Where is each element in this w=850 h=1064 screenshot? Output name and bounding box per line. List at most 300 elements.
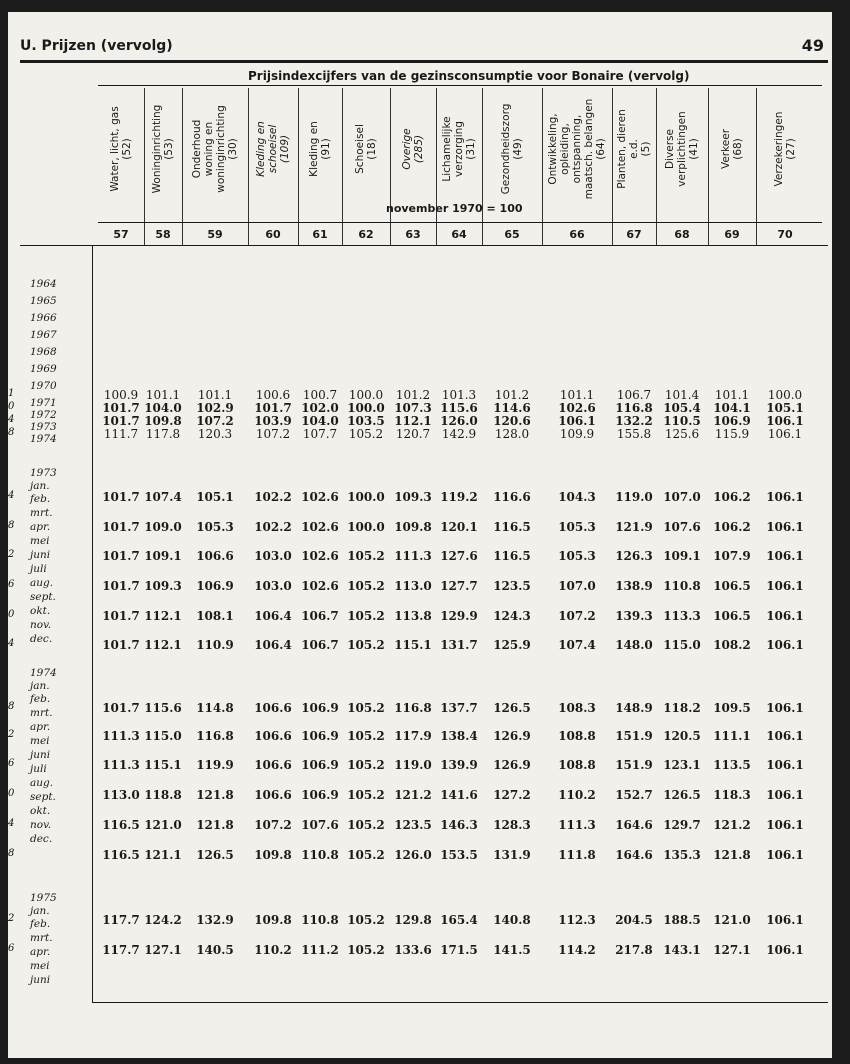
table-cell: 164.6 bbox=[615, 818, 653, 832]
table-cell: 106.2 bbox=[713, 520, 751, 534]
table-cell: 117.9 bbox=[394, 729, 432, 743]
table-cell: 106.6 bbox=[254, 701, 292, 715]
table-cell: 155.8 bbox=[616, 427, 652, 441]
table-cell: 116.8 bbox=[394, 701, 432, 715]
table-cell: 120.5 bbox=[663, 729, 701, 743]
edge-mark: 6 bbox=[8, 579, 15, 590]
table-cell: 106.1 bbox=[766, 638, 804, 652]
table-cell: 119.0 bbox=[615, 490, 653, 504]
edge-mark: 0 bbox=[8, 401, 15, 412]
numbers-rule bbox=[20, 245, 828, 246]
column-header-line: Gezondheidszorg bbox=[500, 103, 512, 195]
column-header-line: Kleding en bbox=[255, 121, 267, 177]
edge-mark: 4 bbox=[8, 490, 15, 501]
table-cell: 106.1 bbox=[766, 943, 804, 957]
row-label: 1964 bbox=[30, 278, 57, 290]
column-number: 58 bbox=[155, 228, 171, 241]
table-cell: 141.5 bbox=[493, 943, 531, 957]
table-cell: 143.1 bbox=[663, 943, 701, 957]
table-cell: 116.5 bbox=[493, 520, 531, 534]
table-cell: 111.2 bbox=[301, 943, 339, 957]
row-label: jan. bbox=[30, 480, 50, 492]
row-label: 1971 bbox=[30, 397, 57, 409]
table-cell: 105.3 bbox=[196, 520, 234, 534]
row-label: feb. bbox=[30, 693, 51, 705]
table-cell: 105.2 bbox=[347, 549, 385, 563]
table-cell: 101.7 bbox=[102, 579, 140, 593]
table-cell: 115.6 bbox=[144, 701, 182, 715]
table-cell: 106.6 bbox=[254, 729, 292, 743]
table-cell: 129.7 bbox=[663, 818, 701, 832]
edge-mark: 8 bbox=[8, 701, 15, 712]
table-cell: 117.7 bbox=[102, 943, 140, 957]
column-header bbox=[547, 78, 607, 220]
table-cell: 127.7 bbox=[440, 579, 478, 593]
table-cell: 105.1 bbox=[196, 490, 234, 504]
table-cell: 106.1 bbox=[766, 788, 804, 802]
table-cell: 113.5 bbox=[713, 758, 751, 772]
column-number: 65 bbox=[504, 228, 520, 241]
column-number: 68 bbox=[674, 228, 690, 241]
table-cell: 101.7 bbox=[102, 401, 140, 415]
table-cell: 107.3 bbox=[394, 401, 432, 415]
column-header-line: (41) bbox=[688, 138, 700, 160]
table-cell: 108.2 bbox=[713, 638, 751, 652]
table-cell: 120.6 bbox=[493, 414, 531, 428]
table-cell: 114.6 bbox=[493, 401, 531, 415]
table-cell: 111.3 bbox=[102, 758, 140, 772]
table-cell: 140.8 bbox=[493, 913, 531, 927]
table-cell: 123.5 bbox=[493, 579, 531, 593]
table-cell: 100.0 bbox=[347, 520, 385, 534]
table-cell: 109.3 bbox=[394, 490, 432, 504]
column-header-line: (64) bbox=[595, 138, 607, 160]
table-cell: 101.1 bbox=[197, 388, 233, 402]
table-cell: 127.1 bbox=[144, 943, 182, 957]
table-cell: 138.4 bbox=[440, 729, 478, 743]
table-cell: 105.2 bbox=[347, 638, 385, 652]
table-cell: 118.3 bbox=[713, 788, 751, 802]
table-cell: 121.8 bbox=[196, 788, 234, 802]
column-header-line: Schoeisel bbox=[354, 124, 366, 174]
table-cell: 112.1 bbox=[394, 414, 432, 428]
table-cell: 151.9 bbox=[615, 758, 653, 772]
column-header bbox=[612, 78, 656, 220]
table-cell: 133.6 bbox=[394, 943, 432, 957]
table-cell: 128.3 bbox=[493, 818, 531, 832]
table-cell: 123.5 bbox=[394, 818, 432, 832]
table-cell: 124.3 bbox=[493, 609, 531, 623]
table-cell: 126.9 bbox=[493, 758, 531, 772]
table-cell: 107.9 bbox=[713, 549, 751, 563]
row-label: nov. bbox=[30, 819, 52, 831]
table-cell: 115.0 bbox=[663, 638, 701, 652]
table-cell: 106.7 bbox=[301, 609, 339, 623]
table-cell: 129.8 bbox=[394, 913, 432, 927]
table-cell: 116.8 bbox=[615, 401, 653, 415]
table-cell: 139.9 bbox=[440, 758, 478, 772]
table-cell: 103.0 bbox=[254, 579, 292, 593]
table-cell: 121.9 bbox=[615, 520, 653, 534]
table-cell: 114.8 bbox=[196, 701, 234, 715]
table-cell: 106.7 bbox=[301, 638, 339, 652]
table-cell: 112.1 bbox=[144, 638, 182, 652]
table-cell: 135.3 bbox=[663, 848, 701, 862]
table-cell: 107.4 bbox=[144, 490, 182, 504]
column-number: 59 bbox=[207, 228, 223, 241]
column-header bbox=[251, 78, 295, 220]
table-cell: 127.1 bbox=[713, 943, 751, 957]
column-number: 63 bbox=[405, 228, 421, 241]
column-header-line: (31) bbox=[465, 138, 477, 160]
column-header bbox=[437, 78, 481, 220]
base-rule bbox=[98, 222, 822, 223]
table-cell: 109.8 bbox=[394, 520, 432, 534]
table-cell: 105.2 bbox=[347, 701, 385, 715]
table-cell: 105.4 bbox=[663, 401, 701, 415]
table-cell: 100.7 bbox=[302, 388, 338, 402]
table-cell: 106.1 bbox=[766, 758, 804, 772]
table-cell: 101.7 bbox=[254, 401, 292, 415]
table-cell: 107.7 bbox=[302, 427, 338, 441]
row-label: 1975 bbox=[30, 892, 57, 904]
table-cell: 108.3 bbox=[558, 701, 596, 715]
row-label: okt. bbox=[30, 805, 51, 817]
table-cell: 101.3 bbox=[441, 388, 477, 402]
table-cell: 115.1 bbox=[144, 758, 182, 772]
table-cell: 107.2 bbox=[255, 427, 291, 441]
table-cell: 105.3 bbox=[558, 520, 596, 534]
column-number: 60 bbox=[265, 228, 281, 241]
table-cell: 110.9 bbox=[196, 638, 234, 652]
table-cell: 132.9 bbox=[196, 913, 234, 927]
table-cell: 142.9 bbox=[441, 427, 477, 441]
row-label: mei bbox=[30, 960, 50, 972]
table-cell: 100.0 bbox=[347, 490, 385, 504]
row-label: juli bbox=[30, 763, 47, 775]
column-header bbox=[763, 78, 807, 220]
table-cell: 100.6 bbox=[255, 388, 291, 402]
column-header-line: Planten, dieren bbox=[616, 109, 628, 189]
table-cell: 103.0 bbox=[254, 549, 292, 563]
table-cell: 126.5 bbox=[663, 788, 701, 802]
table-cell: 101.1 bbox=[559, 388, 595, 402]
edge-mark: 4 bbox=[8, 638, 15, 649]
table-cell: 112.3 bbox=[558, 913, 596, 927]
column-header-line: (285) bbox=[413, 134, 425, 164]
table-cell: 106.1 bbox=[766, 609, 804, 623]
column-header-line: Onderhoud bbox=[191, 119, 203, 179]
table-cell: 106.6 bbox=[196, 549, 234, 563]
row-label: 1973 bbox=[30, 467, 57, 479]
row-label: juni bbox=[30, 974, 51, 986]
table-cell: 102.2 bbox=[254, 520, 292, 534]
column-number: 70 bbox=[777, 228, 793, 241]
table-cell: 105.2 bbox=[347, 943, 385, 957]
column-header-line: Water, licht, gas bbox=[109, 106, 121, 192]
column-header-line: ontspanning, bbox=[571, 114, 583, 184]
table-cell: 107.0 bbox=[558, 579, 596, 593]
row-label: dec. bbox=[30, 833, 53, 845]
row-label: mei bbox=[30, 535, 50, 547]
table-cell: 106.1 bbox=[766, 549, 804, 563]
table-cell: 105.2 bbox=[347, 818, 385, 832]
column-header-line: (30) bbox=[227, 138, 239, 160]
table-cell: 101.7 bbox=[102, 414, 140, 428]
table-cell: 188.5 bbox=[663, 913, 701, 927]
table-cell: 132.2 bbox=[615, 414, 653, 428]
table-cell: 110.8 bbox=[301, 913, 339, 927]
column-header-line: woninginrichting bbox=[215, 105, 227, 193]
table-cell: 106.1 bbox=[766, 701, 804, 715]
table-cell: 106.9 bbox=[301, 758, 339, 772]
table-cell: 151.9 bbox=[615, 729, 653, 743]
table-cell: 121.1 bbox=[144, 848, 182, 862]
column-header-line: Lichamelijke bbox=[441, 116, 453, 182]
table-cell: 118.2 bbox=[663, 701, 701, 715]
table-cell: 106.5 bbox=[713, 579, 751, 593]
table-cell: 171.5 bbox=[440, 943, 478, 957]
table-cell: 129.9 bbox=[440, 609, 478, 623]
table-cell: 102.2 bbox=[254, 490, 292, 504]
column-number: 62 bbox=[358, 228, 374, 241]
table-cell: 100.0 bbox=[767, 388, 803, 402]
table-cell: 101.7 bbox=[102, 638, 140, 652]
bottom-rule bbox=[92, 1002, 828, 1003]
row-label: 1970 bbox=[30, 380, 57, 392]
table-cell: 103.9 bbox=[254, 414, 292, 428]
column-header-line: Overige bbox=[401, 128, 413, 170]
edge-mark: 8 bbox=[8, 848, 15, 859]
table-cell: 113.0 bbox=[394, 579, 432, 593]
edge-mark: 8 bbox=[8, 520, 15, 531]
table-cell: 115.9 bbox=[714, 427, 750, 441]
row-label: 1968 bbox=[30, 346, 57, 358]
table-cell: 109.1 bbox=[663, 549, 701, 563]
row-label: 1974 bbox=[30, 433, 57, 445]
table-cell: 126.0 bbox=[394, 848, 432, 862]
table-cell: 117.7 bbox=[102, 913, 140, 927]
table-cell: 217.8 bbox=[615, 943, 653, 957]
table-cell: 115.1 bbox=[394, 638, 432, 652]
table-cell: 111.3 bbox=[394, 549, 432, 563]
column-header bbox=[710, 78, 754, 220]
table-cell: 116.8 bbox=[196, 729, 234, 743]
table-cell: 109.1 bbox=[144, 549, 182, 563]
edge-mark: 2 bbox=[8, 913, 15, 924]
column-header-line: (27) bbox=[785, 138, 797, 160]
column-header-line: verzorging bbox=[453, 121, 465, 177]
edge-mark: 6 bbox=[8, 758, 15, 769]
row-label: mrt. bbox=[30, 507, 53, 519]
row-label: apr. bbox=[30, 946, 51, 958]
column-header-line: (68) bbox=[732, 138, 744, 160]
table-cell: 111.7 bbox=[103, 427, 139, 441]
table-cell: 113.3 bbox=[663, 609, 701, 623]
table-cell: 105.1 bbox=[766, 401, 804, 415]
table-cell: 104.3 bbox=[558, 490, 596, 504]
column-header-line: Verkeer bbox=[720, 128, 732, 170]
table-cell: 128.0 bbox=[494, 427, 530, 441]
table-cell: 153.5 bbox=[440, 848, 478, 862]
column-header-line: verplichtingen bbox=[676, 111, 688, 187]
table-cell: 100.9 bbox=[103, 388, 139, 402]
row-label: aug. bbox=[30, 777, 54, 789]
edge-mark: 4 bbox=[8, 414, 15, 425]
table-cell: 119.9 bbox=[196, 758, 234, 772]
base-period: november 1970 = 100 bbox=[386, 202, 523, 215]
table-cell: 137.7 bbox=[440, 701, 478, 715]
table-cell: 106.1 bbox=[766, 913, 804, 927]
table-title: Prijsindexcijfers van de gezinsconsumptie voor Bonaire (vervolg) bbox=[248, 69, 690, 83]
table-cell: 104.0 bbox=[144, 401, 182, 415]
table-cell: 110.8 bbox=[663, 579, 701, 593]
table-cell: 101.7 bbox=[102, 549, 140, 563]
table-cell: 106.1 bbox=[766, 520, 804, 534]
table-cell: 110.5 bbox=[663, 414, 701, 428]
table-cell: 105.2 bbox=[347, 758, 385, 772]
table-cell: 107.0 bbox=[663, 490, 701, 504]
table-cell: 109.8 bbox=[144, 414, 182, 428]
table-cell: 121.0 bbox=[144, 818, 182, 832]
table-cell: 102.6 bbox=[301, 520, 339, 534]
row-label: apr. bbox=[30, 521, 51, 533]
table-cell: 111.3 bbox=[102, 729, 140, 743]
table-cell: 106.6 bbox=[254, 758, 292, 772]
table-cell: 105.2 bbox=[347, 729, 385, 743]
edge-mark: 8 bbox=[8, 427, 15, 438]
row-label: juli bbox=[30, 563, 47, 575]
table-cell: 108.8 bbox=[558, 729, 596, 743]
column-header-line: schoeisel bbox=[267, 124, 279, 174]
table-cell: 107.2 bbox=[196, 414, 234, 428]
row-label: mrt. bbox=[30, 707, 53, 719]
table-cell: 102.9 bbox=[196, 401, 234, 415]
row-label: juni bbox=[30, 549, 51, 561]
table-cell: 107.2 bbox=[558, 609, 596, 623]
table-cell: 111.8 bbox=[558, 848, 596, 862]
column-header-line: Diverse bbox=[664, 129, 676, 169]
table-cell: 108.8 bbox=[558, 758, 596, 772]
table-cell: 116.5 bbox=[102, 818, 140, 832]
table-cell: 105.2 bbox=[347, 848, 385, 862]
table-cell: 121.8 bbox=[713, 848, 751, 862]
column-header-line: (53) bbox=[163, 138, 175, 160]
table-cell: 110.2 bbox=[558, 788, 596, 802]
table-cell: 101.7 bbox=[102, 701, 140, 715]
row-label: feb. bbox=[30, 493, 51, 505]
column-header-line: (5) bbox=[640, 141, 652, 157]
column-header bbox=[391, 78, 435, 220]
edge-mark: 1 bbox=[8, 388, 15, 399]
column-header-line: maatsch. belangen bbox=[583, 98, 595, 200]
table-cell: 121.2 bbox=[713, 818, 751, 832]
column-number: 69 bbox=[724, 228, 740, 241]
edge-mark: 2 bbox=[8, 549, 15, 560]
row-label: 1966 bbox=[30, 312, 57, 324]
table-cell: 126.5 bbox=[196, 848, 234, 862]
table-cell: 125.6 bbox=[664, 427, 700, 441]
header-rule bbox=[20, 60, 828, 63]
table-cell: 105.2 bbox=[347, 913, 385, 927]
table-cell: 101.7 bbox=[102, 609, 140, 623]
row-label: mrt. bbox=[30, 932, 53, 944]
column-header-line: Verzekeringen bbox=[773, 111, 785, 187]
table-cell: 106.4 bbox=[254, 609, 292, 623]
column-header-line: Kleding en bbox=[308, 121, 320, 177]
column-number: 64 bbox=[451, 228, 467, 241]
table-cell: 121.8 bbox=[196, 818, 234, 832]
edge-mark: 6 bbox=[8, 943, 15, 954]
table-cell: 109.0 bbox=[144, 520, 182, 534]
column-header-line: woning en bbox=[203, 121, 215, 177]
table-cell: 102.6 bbox=[301, 549, 339, 563]
table-cell: 101.4 bbox=[664, 388, 700, 402]
table-cell: 102.6 bbox=[301, 579, 339, 593]
row-label: jan. bbox=[30, 905, 50, 917]
column-header-line: Ontwikkeling, bbox=[547, 113, 559, 185]
table-cell: 124.2 bbox=[144, 913, 182, 927]
column-header bbox=[660, 78, 704, 220]
table-cell: 121.0 bbox=[713, 913, 751, 927]
table-cell: 100.0 bbox=[347, 401, 385, 415]
table-cell: 106.9 bbox=[713, 414, 751, 428]
table-cell: 106.9 bbox=[301, 701, 339, 715]
column-header-line: (49) bbox=[512, 138, 524, 160]
table-cell: 139.3 bbox=[615, 609, 653, 623]
row-label: aug. bbox=[30, 577, 54, 589]
table-cell: 119.2 bbox=[440, 490, 478, 504]
table-cell: 106.4 bbox=[254, 638, 292, 652]
column-header-line: (91) bbox=[320, 138, 332, 160]
table-cell: 204.5 bbox=[615, 913, 653, 927]
table-cell: 141.6 bbox=[440, 788, 478, 802]
table-cell: 106.1 bbox=[766, 729, 804, 743]
row-label: jan. bbox=[30, 680, 50, 692]
table-cell: 106.1 bbox=[767, 427, 803, 441]
table-cell: 101.7 bbox=[102, 490, 140, 504]
column-header bbox=[298, 78, 342, 220]
table-cell: 106.7 bbox=[616, 388, 652, 402]
table-cell: 116.5 bbox=[493, 549, 531, 563]
table-cell: 127.2 bbox=[493, 788, 531, 802]
column-header-line: (52) bbox=[121, 138, 133, 160]
table-cell: 120.1 bbox=[440, 520, 478, 534]
row-label: 1974 bbox=[30, 667, 57, 679]
table-cell: 105.2 bbox=[347, 579, 385, 593]
row-label: juni bbox=[30, 749, 51, 761]
table-cell: 113.8 bbox=[394, 609, 432, 623]
table-cell: 109.8 bbox=[254, 913, 292, 927]
column-header-line: (109) bbox=[279, 134, 291, 164]
table-cell: 126.9 bbox=[493, 729, 531, 743]
table-cell: 106.1 bbox=[766, 818, 804, 832]
table-cell: 109.9 bbox=[559, 427, 595, 441]
table-cell: 131.7 bbox=[440, 638, 478, 652]
row-label: okt. bbox=[30, 605, 51, 617]
table-cell: 101.2 bbox=[395, 388, 431, 402]
table-cell: 113.0 bbox=[102, 788, 140, 802]
column-header-line: e.d. bbox=[628, 139, 640, 159]
table-cell: 106.9 bbox=[196, 579, 234, 593]
edge-mark: 2 bbox=[8, 729, 15, 740]
row-label: dec. bbox=[30, 633, 53, 645]
row-label: sept. bbox=[30, 791, 56, 803]
column-header bbox=[344, 78, 388, 220]
table-cell: 115.6 bbox=[440, 401, 478, 415]
row-label: 1967 bbox=[30, 329, 57, 341]
row-label: apr. bbox=[30, 721, 51, 733]
